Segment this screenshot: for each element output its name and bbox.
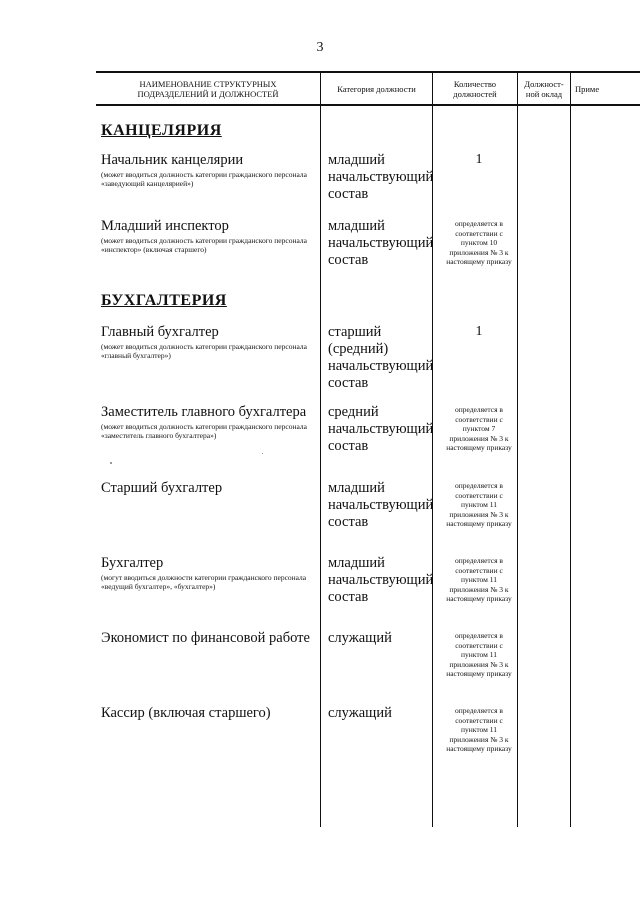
position-title: Экономист по финансовой работе xyxy=(101,630,310,646)
position-title: Кассир (включая старшего) xyxy=(101,705,271,721)
position-note: (может вводиться должность категории гражданского персонала «главный бухгалтер») xyxy=(101,342,307,360)
header-category xyxy=(321,73,432,105)
position-title: Бухгалтер xyxy=(101,555,164,571)
position-title: Начальник канцелярии xyxy=(101,152,244,168)
section-title: БУХГАЛТЕРИЯ xyxy=(101,292,227,309)
position-category: служащий xyxy=(328,705,392,721)
column-divider xyxy=(570,71,571,827)
position-quantity: 1 xyxy=(475,152,483,167)
position-category: младший начальствующий состав xyxy=(328,218,434,268)
section-title: КАНЦЕЛЯРИЯ xyxy=(101,122,222,139)
scan-speck xyxy=(110,462,112,464)
position-category: младший начальствующий состав xyxy=(328,152,434,202)
position-note: (может вводиться должность категории гражданского персонала «инспектор» (включая старшего) xyxy=(101,236,307,254)
position-category: младший начальствующий состав xyxy=(328,480,434,530)
position-quantity: определяется в соответствии с пунктом 11 приложения № 3 к настоящему приказу xyxy=(446,556,512,603)
header-quantity-label: Количество должностей xyxy=(453,79,497,99)
header-name xyxy=(96,73,320,105)
position-title: Главный бухгалтер xyxy=(101,324,219,340)
position-title: Заместитель главного бухгалтера xyxy=(101,404,307,420)
position-quantity: определяется в соответствии с пунктом 10 приложения № 3 к настоящему приказу xyxy=(446,219,512,266)
column-divider xyxy=(517,71,518,827)
header-salary xyxy=(518,73,570,105)
position-category: младший начальствующий состав xyxy=(328,555,434,605)
scan-speck xyxy=(262,453,263,454)
position-title: Старший бухгалтер xyxy=(101,480,223,496)
header-note xyxy=(571,73,640,105)
header-note-label: Приме xyxy=(575,84,600,94)
position-category: средний начальствующий состав xyxy=(328,404,434,454)
position-quantity: определяется в соответствии с пунктом 11 приложения № 3 к настоящему приказу xyxy=(446,481,512,528)
position-category: служащий xyxy=(328,630,392,646)
position-quantity: определяется в соответствии с пунктом 11 приложения № 3 к настоящему приказу xyxy=(446,706,512,753)
position-quantity: 1 xyxy=(475,324,483,339)
position-note: (может вводиться должность категории гражданского персонала «заведующий канцелярией») xyxy=(101,170,307,188)
header-category-label: Категория должности xyxy=(337,84,416,94)
position-quantity: определяется в соответствии с пунктом 7 приложения № 3 к настоящему приказу xyxy=(446,405,512,452)
header-name-label: НАИМЕНОВАНИЕ СТРУКТУРНЫХ ПОДРАЗДЕЛЕНИЙ И ДОЛЖНОСТЕЙ xyxy=(137,79,279,99)
position-category: старший (средний) начальствующий состав xyxy=(328,324,434,391)
header-salary-label: Должност-ной оклад xyxy=(524,79,564,99)
position-note: (могут вводиться должности категории гражданского персонала «ведущий бухгалтер», «бухгалтер») xyxy=(101,573,307,591)
column-divider xyxy=(320,71,321,827)
page-number: 3 xyxy=(316,40,324,55)
header-quantity xyxy=(433,73,517,105)
position-title: Младший инспектор xyxy=(101,218,229,234)
position-note: (может вводиться должность категории гражданского персонала «заместитель главного бухгалтера») xyxy=(101,422,307,440)
position-quantity: определяется в соответствии с пунктом 11 приложения № 3 к настоящему приказу xyxy=(446,631,512,678)
